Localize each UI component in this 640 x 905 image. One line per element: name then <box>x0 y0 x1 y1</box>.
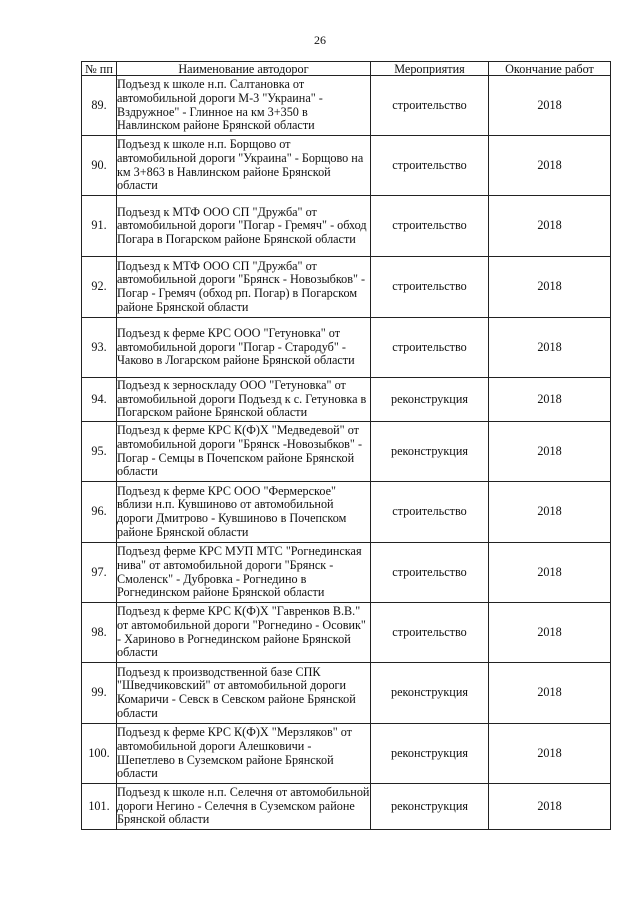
table-row <box>82 378 611 422</box>
row-number: 94. <box>82 378 117 422</box>
road-action: строительство <box>371 196 489 257</box>
table-row <box>82 482 611 543</box>
row-number: 98. <box>82 603 117 663</box>
header-action: Мероприятия <box>371 62 489 76</box>
table-row <box>82 196 611 257</box>
row-number: 97. <box>82 543 117 603</box>
road-name: Подъезд к школе н.п. Борщово от автомобильной дороги "Украина" - Борщово на км 3+863 в Навлинском районе Брянской области <box>117 136 371 196</box>
table-row <box>82 136 611 196</box>
road-action: строительство <box>371 136 489 196</box>
table-row <box>82 318 611 378</box>
table-row <box>82 603 611 663</box>
table-row <box>82 543 611 603</box>
road-name: Подъезд к ферме КРС ООО "Фермерское" вблизи н.п. Кувшиново от автомобильной дороги Дмитрово - Кувшиново в Почепском районе Брянской области <box>117 482 371 543</box>
road-name: Подъезд к производственной базе СПК "Шведчиковский" от автомобильной дороги Комаричи - Севск в Севском районе Брянской области <box>117 663 371 724</box>
table-header <box>82 62 611 76</box>
table-row <box>82 76 611 136</box>
header-row <box>82 62 611 76</box>
road-name: Подъезд ферме КРС МУП МТС "Рогнединская нива" от автомобильной дороги "Брянск - Смоленск" - Дубровка - Рогнедино в Рогнединском районе Брянской области <box>117 543 371 603</box>
road-action: строительство <box>371 543 489 603</box>
header-number: № пп <box>82 62 117 76</box>
road-end-year: 2018 <box>489 784 611 830</box>
row-number: 91. <box>82 196 117 257</box>
road-end-year: 2018 <box>489 543 611 603</box>
row-number: 95. <box>82 422 117 482</box>
table-row <box>82 257 611 318</box>
road-action: строительство <box>371 318 489 378</box>
road-name: Подъезд к МТФ ООО СП "Дружба" от автомобильной дороги "Брянск - Новозыбков" - Погар - Гремяч (обход рп. Погар) в Погарском районе Брянской области <box>117 257 371 318</box>
row-number: 89. <box>82 76 117 136</box>
header-end: Окончание работ <box>489 62 611 76</box>
road-end-year: 2018 <box>489 136 611 196</box>
road-name: Подъезд к школе н.п. Селечня от автомобильной дороги Негино - Селечня в Суземском районе Брянской области <box>117 784 371 830</box>
row-number: 101. <box>82 784 117 830</box>
road-end-year: 2018 <box>489 76 611 136</box>
road-action: реконструкция <box>371 724 489 784</box>
table-body <box>82 76 611 830</box>
road-name: Подъезд к ферме КРС К(Ф)Х "Мерзляков" от автомобильной дороги Алешковичи - Шепетлево в Суземском районе Брянской области <box>117 724 371 784</box>
road-end-year: 2018 <box>489 482 611 543</box>
table-row <box>82 422 611 482</box>
road-action: реконструкция <box>371 378 489 422</box>
road-action: реконструкция <box>371 784 489 830</box>
roads-table <box>81 61 611 830</box>
row-number: 99. <box>82 663 117 724</box>
road-name: Подъезд к МТФ ООО СП "Дружба" от автомобильной дороги "Погар - Гремяч" - обход Погара в Погарском районе Брянской области <box>117 196 371 257</box>
road-end-year: 2018 <box>489 663 611 724</box>
road-end-year: 2018 <box>489 257 611 318</box>
road-end-year: 2018 <box>489 603 611 663</box>
road-action: строительство <box>371 257 489 318</box>
road-action: реконструкция <box>371 422 489 482</box>
road-end-year: 2018 <box>489 196 611 257</box>
header-name: Наименование автодорог <box>117 62 371 76</box>
table-row <box>82 663 611 724</box>
road-name: Подъезд к ферме КРС ООО "Гетуновка" от автомобильной дороги "Погар - Стародуб" - Чаково в Логарском районе Брянской области <box>117 318 371 378</box>
table-row <box>82 784 611 830</box>
road-action: реконструкция <box>371 663 489 724</box>
table-row <box>82 724 611 784</box>
road-action: строительство <box>371 603 489 663</box>
row-number: 90. <box>82 136 117 196</box>
road-action: строительство <box>371 76 489 136</box>
road-name: Подъезд к школе н.п. Салтановка от автомобильной дороги М-3 "Украина" - Вздружное" - Глинное на км 3+350 в Навлинском районе Брянской области <box>117 76 371 136</box>
road-end-year: 2018 <box>489 724 611 784</box>
row-number: 92. <box>82 257 117 318</box>
row-number: 96. <box>82 482 117 543</box>
road-end-year: 2018 <box>489 378 611 422</box>
row-number: 100. <box>82 724 117 784</box>
road-end-year: 2018 <box>489 422 611 482</box>
road-name: Подъезд к зерноскладу ООО "Гетуновка" от автомобильной дороги Подъезд к с. Гетуновка в Погарском районе Брянской области <box>117 378 371 422</box>
row-number: 93. <box>82 318 117 378</box>
road-action: строительство <box>371 482 489 543</box>
page-number: 26 <box>314 33 326 47</box>
road-name: Подъезд к ферме КРС К(Ф)Х "Медведевой" от автомобильной дороги "Брянск -Новозыбков" - Погар - Семцы в Почепском районе Брянской области <box>117 422 371 482</box>
road-end-year: 2018 <box>489 318 611 378</box>
road-name: Подъезд к ферме КРС К(Ф)Х "Гавренков В.В." от автомобильной дороги "Рогнедино - Осовик" - Хариново в Рогнединском районе Брянской области <box>117 603 371 663</box>
